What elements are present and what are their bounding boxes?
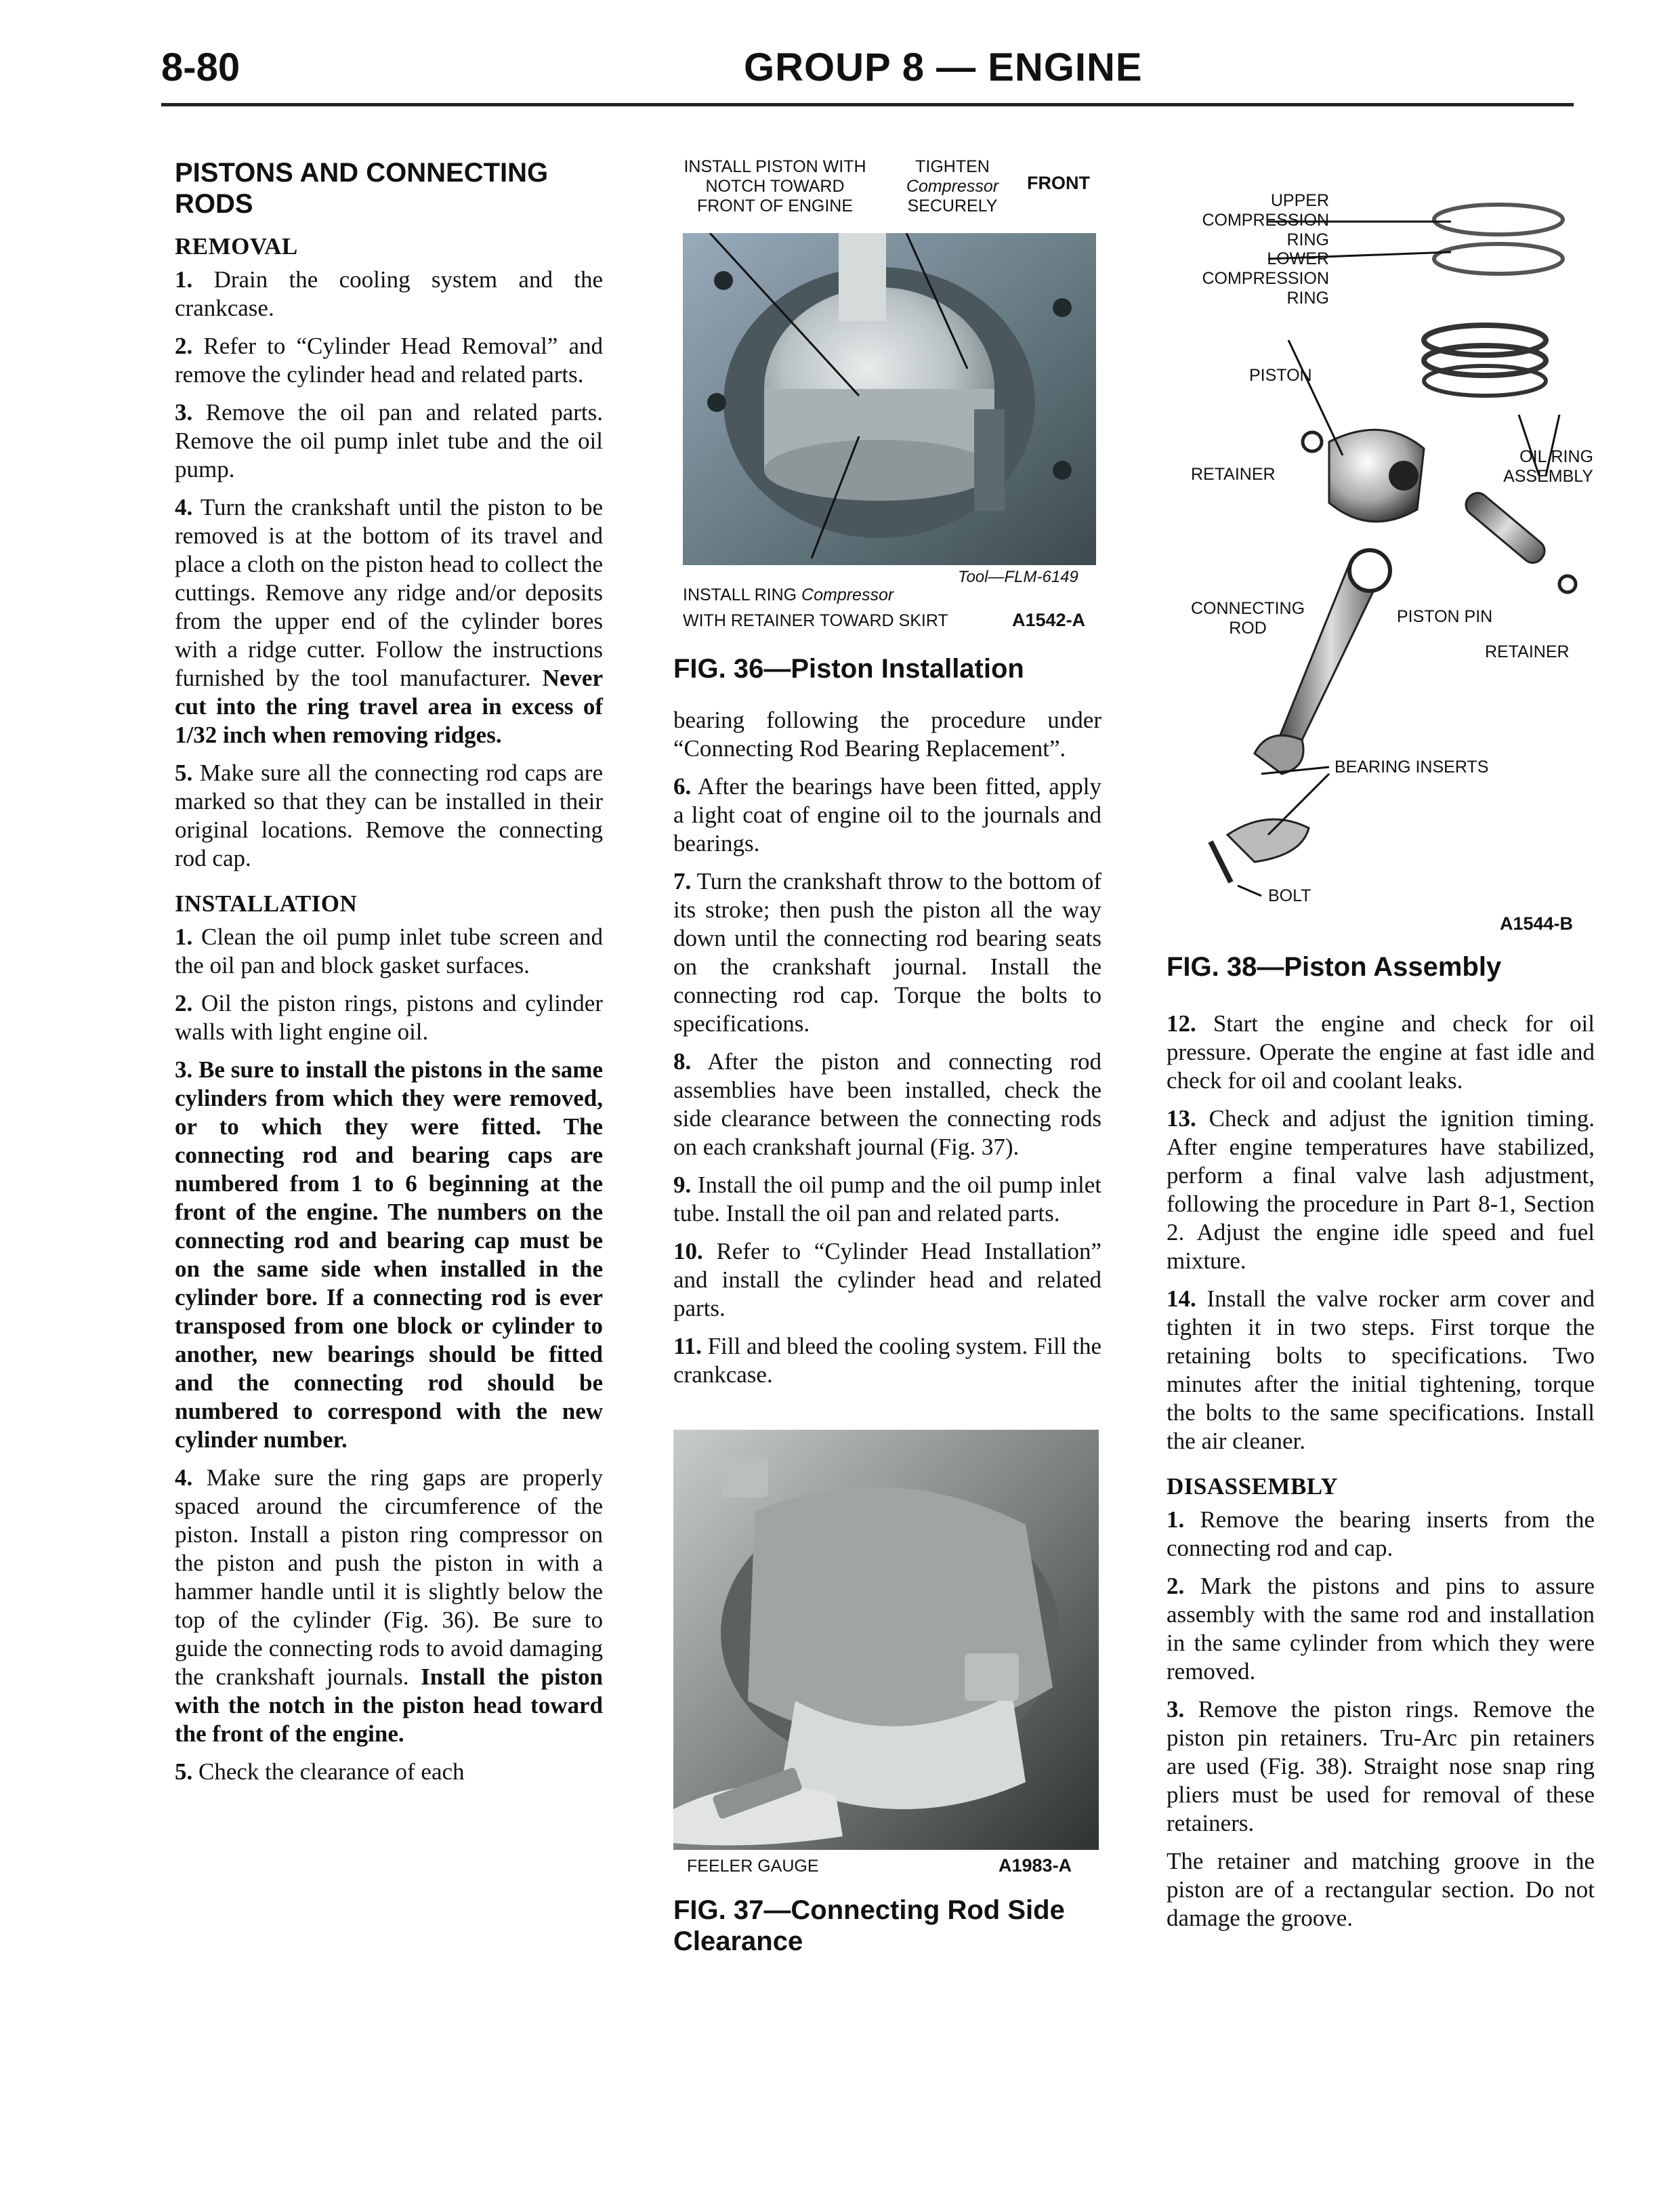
fig36-label-tighten: TIGHTEN Compressor SECURELY: [906, 157, 999, 215]
installation-step-10: 10. Refer to “Cylinder Head Installation” and install the cylinder head and related parts.: [673, 1238, 1101, 1321]
column-1: [175, 157, 603, 1796]
fig36-label-retainer-skirt: WITH RETAINER TOWARD SKIRT: [683, 611, 948, 630]
disassembly-step-2: 2. Mark the pistons and pins to assure assembly with the same rod and installation in the same cylinder from which they were removed.: [1167, 1573, 1595, 1685]
fig36-code: A1542-A: [1012, 610, 1086, 630]
fig37-label-feeler: FEELER GAUGE: [687, 1857, 819, 1876]
installation-step-1: 1. Clean the oil pump inlet tube screen and the oil pan and block gasket surfaces.: [175, 924, 604, 978]
group-title: GROUP 8 — ENGINE: [744, 45, 1143, 89]
fig38-label-bolt: BOLT: [1268, 886, 1311, 905]
fig38-label-retainer-left: RETAINER: [1191, 465, 1276, 484]
figure-38: [1167, 157, 1600, 984]
installation-heading: INSTALLATION: [175, 890, 358, 917]
fig38-label-lower-ring: LOWER COMPRESSION RING: [1202, 249, 1329, 308]
installation-step-2: 2. Oil the piston rings, pistons and cylinder walls with light engine oil.: [175, 990, 604, 1045]
disassembly-heading: DISASSEMBLY: [1167, 1473, 1339, 1500]
installation-step-14: 14. Install the valve rocker arm cover and tighten it in two steps. First torque the retaining bolts to specifications. Two minutes after the initial tightening, torque the bolts to the same specifications. Install the air cleaner.: [1167, 1285, 1595, 1454]
figure-36: [673, 157, 1107, 686]
installation-step-4: 4. Make sure the ring gaps are properly spaced around the circumference of the piston. Install a piston ring compressor on the piston and push the piston in with a hammer handle until it is slightly below the top of the cylinder (Fig. 36). Be sure to guide the connecting rods to avoid damaging the crankshaft journals. Install the piston with the notch in the piston head toward the front of the engine.: [175, 1464, 603, 1747]
column-3: [1167, 157, 1595, 1942]
fig36-label-install-ring: INSTALL RING Compressor: [683, 585, 894, 604]
installation-step-9: 9. Install the oil pump and the oil pump inlet tube. Install the oil pan and related parts.: [673, 1172, 1102, 1226]
fig38-label-connecting-rod: CONNECTING ROD: [1190, 599, 1305, 638]
installation-step-5: 5. Check the clearance of each: [175, 1758, 465, 1785]
installation-step-8: 8. After the piston and connecting rod assemblies have been installed, check the side clearance between the connecting rods on each crankshaft journal (Fig. 37).: [673, 1048, 1101, 1160]
installation-step-7: 7. Turn the crankshaft throw to the bottom of its stroke; then push the piston all the way down until the connecting rod bearing seats on the crankshaft journal. Install the connecting rod cap. Torque the bolts to specifications.: [673, 868, 1101, 1037]
fig38-label-piston-pin: PISTON PIN: [1397, 607, 1493, 626]
fig36-label-install-notch: INSTALL PISTON WITH NOTCH TOWARD FRONT OF ENGINE: [684, 157, 866, 215]
removal-step-2: 2. Refer to “Cylinder Head Removal” and remove the cylinder head and related parts.: [175, 333, 604, 388]
disassembly-step-1: 1. Remove the bearing inserts from the connecting rod and cap.: [1167, 1506, 1595, 1561]
section-title: PISTONS AND CONNECTING RODS: [175, 158, 549, 219]
installation-step-11: 11. Fill and bleed the cooling system. Fill the crankcase.: [673, 1333, 1102, 1388]
installation-step-12: 12. Start the engine and check for oil pressure. Operate the engine at fast idle and check for oil and coolant leaks.: [1167, 1010, 1595, 1094]
page-header: [161, 38, 1574, 106]
page-number: 8-80: [161, 45, 240, 89]
removal-step-5: 5. Make sure all the connecting rod caps are marked so that they can be installed in their original locations. Remove the connecting rod cap.: [175, 760, 603, 871]
installation-step-3: 3. Be sure to install the pistons in the same cylinders from which they were removed, or to which they were fitted. The connecting rod and bearing caps are numbered from 1 to 6 beginning at the front of the engine. The numbers on the connecting rod and bearing cap must be on the same side when installed in the cylinder bore. If a connecting rod is ever transposed from one block or cylinder to another, new bearings should be fitted and the connecting rod should be numbered to correspond with the new cylinder number.: [175, 1056, 603, 1453]
fig36-caption: FIG. 36—Piston Installation: [673, 654, 1024, 684]
fig38-label-retainer-right: RETAINER: [1485, 642, 1570, 661]
fig38-caption: FIG. 38—Piston Assembly: [1167, 952, 1502, 982]
removal-heading: REMOVAL: [175, 233, 298, 260]
installation-step-13: 13. Check and adjust the ignition timing. After engine temperatures have stabilized, perform a final valve lash adjustment, following the procedure in Part 8-1, Section 2. Adjust the engine idle speed and fuel mixture.: [1167, 1105, 1595, 1274]
piston-install-photo: [683, 233, 1096, 565]
installation-step-5-cont: bearing following the procedure under “Connecting Rod Bearing Replacement”.: [673, 707, 1101, 762]
removal-step-4: 4. Turn the crankshaft until the piston to be removed is at the bottom of its travel and place a cloth on the piston head to collect the cuttings. Remove any ridge and/or deposits from the upper end of the cylinder bores with a ridge cutter. Follow the instructions furnished by the tool manufacturer. Never cut into the ring travel area in excess of 1/32 inch when removing ridges.: [175, 494, 603, 748]
removal-step-3: 3. Remove the oil pan and related parts. Remove the oil pump inlet tube and the oil pump.: [175, 399, 603, 482]
installation-step-6: 6. After the bearings have been fitted, apply a light coat of engine oil to the journals and bearings.: [673, 773, 1101, 856]
fig38-label-bearing-inserts: BEARING INSERTS: [1335, 758, 1489, 777]
fig38-label-oil-ring: OIL RING ASSEMBLY: [1503, 447, 1593, 486]
removal-step-1: 1. Drain the cooling system and the crankcase.: [175, 266, 604, 321]
fig38-label-upper-ring: UPPER COMPRESSION RING: [1202, 191, 1329, 249]
fig38-label-piston: PISTON: [1249, 366, 1312, 385]
column-2: [673, 157, 1101, 1989]
fig36-label-tool: Tool—FLM-6149: [958, 568, 1078, 586]
fig37-caption: FIG. 37—Connecting Rod Side Clearance: [673, 1895, 1065, 1956]
fig38-code: A1544-B: [1500, 913, 1574, 934]
disassembly-step-3: 3. Remove the piston rings. Remove the piston pin retainers. Tru-Arc pin retainers are used (Fig. 38). Straight nose snap ring pliers must be used for removal of these retainers.: [1167, 1696, 1595, 1836]
fig37-code: A1983-A: [999, 1855, 1072, 1876]
disassembly-final-paragraph: The retainer and matching groove in the piston are of a rectangular section. Do not damage the groove.: [1167, 1848, 1595, 1931]
figure-37: [673, 1430, 1107, 1972]
rod-clearance-photo: [673, 1430, 1099, 1850]
fig36-label-front: FRONT: [1027, 173, 1090, 193]
